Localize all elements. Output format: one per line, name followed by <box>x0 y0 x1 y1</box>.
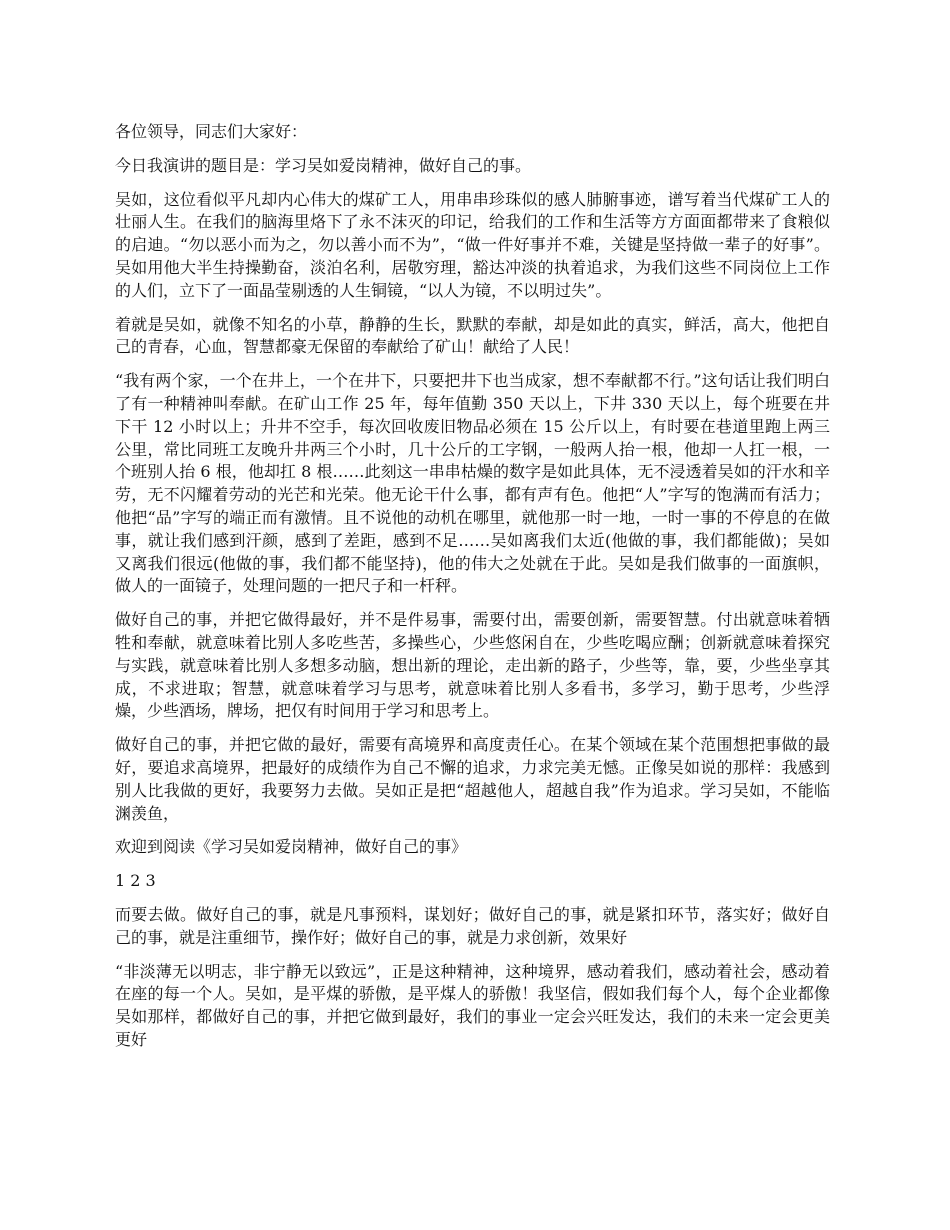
closing-paragraph: “非淡薄无以明志，非宁静无以致远”，正是这种精神，这种境界，感动着我们，感动着社会，感动着在座的每一个人。吴如，是平煤的骄傲，是平煤人的骄傲！我坚信，假如我们每个人，每个企业都像吴如那样，都做好自己的事，并把它做到最好，我们的事业一定会兴旺发达，我们的未来一定会更美更好 <box>115 961 830 1049</box>
intro-paragraph: 吴如，这位看似平凡却内心伟大的煤矿工人，用串串珍珠似的感人肺腑事迹，谱写着当代煤矿工人的壮丽人生。在我们的脑海里烙下了永不沫灭的印记，给我们的工作和生活等方方面面都带来了食粮似的启迪。“勿以恶小而为之，勿以善小而不为”，“做一件好事并不难，关键是坚持做一辈子的好事”。吴如用他大半生持操勤奋，淡泊名利，居敬穷理，豁达冲淡的执着追求，为我们这些不同岗位上工作的人们，立下了一面晶莹剔透的人生铜镜，“以人为镜，不以明过失”。 <box>115 189 830 300</box>
greeting-paragraph: 各位领导，同志们大家好： <box>115 122 308 141</box>
read-more-paragraph: 欢迎到阅读《学习吴如爱岗精神，做好自己的事》 <box>115 837 468 857</box>
two-homes-paragraph: “我有两个家，一个在井上，一个在井下，只要把井下也当成家，想不奉献都不行。”这句话让我们明白了有一种精神叫奉献。在矿山工作 25 年，每年值勤 350 天以上，下井 330 天以上，每个班要在井下干 12 小时以上；升井不空手，每次回收废旧物品必须在 15 公斤以上，有时要在巷道里跑上两三公里，常比同班工友晚升井两三个小时，几十公斤的工字钢，一般两人抬一根，他却一人扛一根，一个班别人抬 6 根，他却扛 8 根……此刻这一串串枯燥的数字是如此具体，无不浸透着吴如的汗水和辛劳，无不闪耀着劳动的光芒和光荣。他无论干什么事，都有声有色。他把“人”字写的饱满而有活力；他把“品”字写的端正而有激情。且不说他的动机在哪里，就他那一时一地，一时一事的不停息的在做事，就让我们感到汗颜，感到了差距，感到不足……吴如离我们太近(他做的事，我们都能做)；吴如又离我们很远(他做的事，我们都不能坚持)，他的伟大之处就在于此。吴如是我们做事的一面旗帜，做人的一面镜子，处理问题的一把尺子和一杆秤。 <box>115 371 830 596</box>
do-it-best-paragraph: 做好自己的事，并把它做得最好，并不是件易事，需要付出，需要创新，需要智慧。付出就意味着牺牲和奉献，就意味着比别人多吃些苦，多操些心，少些悠闲自在，少些吃喝应酬；创新就意味着探究与实践，就意味着比别人多想多动脑，想出新的理论，走出新的路子，少些等，靠，要，少些坐享其成，不求进取；智慧，就意味着学习与思考，就意味着比别人多看书，多学习，勤于思考，少些浮燥，少些酒场，牌场，把仅有时间用于学习和思考上。 <box>115 610 830 721</box>
topic-paragraph: 今日我演讲的题目是：学习吴如爱岗精神，做好自己的事。 <box>115 155 532 175</box>
action-paragraph: 而要去做。做好自己的事，就是凡事预料，谋划好；做好自己的事，就是紧扣环节，落实好；做好自己的事，就是注重细节，操作好；做好自己的事，就是力求创新，效果好 <box>115 904 830 947</box>
dedication-paragraph: 着就是吴如，就像不知名的小草，静静的生长，默默的奉献，却是如此的真实，鲜活，高大，他把自己的青春，心血，智慧都豪无保留的奉献给了矿山！献给了人民！ <box>115 314 830 357</box>
page-numbers: 1 2 3 <box>115 871 156 891</box>
high-realm-paragraph: 做好自己的事，并把它做的最好，需要有高境界和高度责任心。在某个领域在某个范围想把事做的最好，要追求高境界，把最好的成绩作为自己不懈的追求，力求完美无憾。正像吴如说的那样：我感到别人比我做的更好，我要努力去做。吴如正是把“超越他人，超越自我”作为追求。学习吴如，不能临渊羡鱼， <box>115 735 830 823</box>
